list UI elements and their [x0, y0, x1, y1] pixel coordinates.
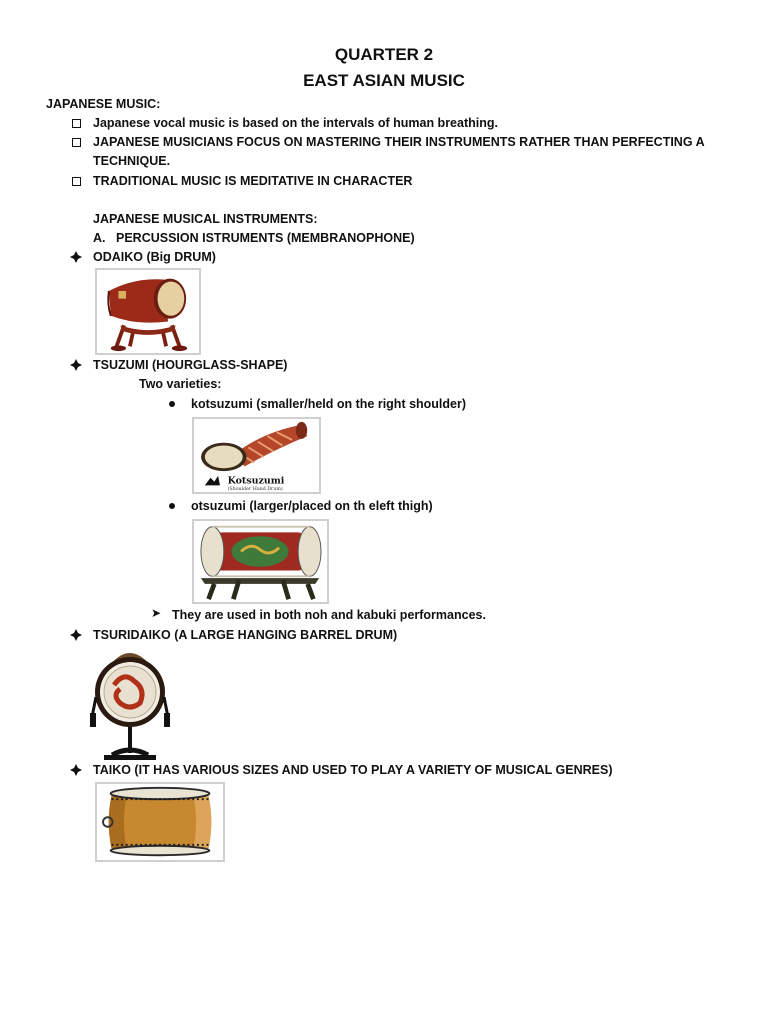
kotsuzumi-image-subcaption: (Shoulder Hand Drum): [227, 487, 283, 492]
category-label: PERCUSSION ISTRUMENTS (MEMBRANOPHONE): [116, 231, 415, 245]
tsuridaiko-label: TSURIDAIKO (A LARGE HANGING BARREL DRUM): [93, 628, 398, 642]
otsuzumi-drum-illustration: [194, 521, 327, 602]
usage-note: They are used in both noh and kabuki performances.: [172, 608, 486, 622]
kotsuzumi-image: [192, 417, 321, 494]
category-marker: A.: [93, 231, 106, 245]
diamond-bullet-icon: [70, 251, 82, 263]
tsuridaiko-drum-illustration: [90, 645, 170, 762]
kotsuzumi-drum-illustration: [194, 419, 319, 492]
odaiko-drum-illustration: [97, 270, 199, 353]
taiko-image: [95, 782, 225, 862]
checkbox-icon: [72, 177, 81, 186]
tsuzumi-label: TSUZUMI (HOURGLASS-SHAPE): [93, 358, 288, 372]
page-title-subject: EAST ASIAN MUSIC: [303, 71, 465, 90]
instruments-heading: JAPANESE MUSICAL INSTRUMENTS:: [93, 212, 318, 226]
diamond-bullet-icon: [70, 359, 82, 371]
diamond-bullet-icon: [70, 764, 82, 776]
otsuzumi-image: [192, 519, 329, 604]
checklist-item-2-continued: TECHNIQUE.: [93, 154, 171, 168]
section-label: JAPANESE MUSIC:: [46, 97, 161, 111]
arrow-bullet-icon: ➤: [151, 606, 162, 620]
page-title-quarter: QUARTER 2: [334, 45, 434, 64]
round-bullet-icon: [169, 401, 175, 407]
checklist-item-2: JAPANESE MUSICIANS FOCUS ON MASTERING THEIR INSTRUMENTS RATHER THAN PERFECTING A: [93, 135, 705, 149]
checkbox-icon: [72, 138, 81, 147]
odaiko-image: [95, 268, 201, 355]
taiko-label: TAIKO (IT HAS VARIOUS SIZES AND USED TO PLAY A VARIETY OF MUSICAL GENRES): [93, 763, 613, 777]
checkbox-icon: [72, 119, 81, 128]
checklist-item-3: TRADITIONAL MUSIC IS MEDITATIVE IN CHARACTER: [93, 174, 413, 188]
otsuzumi-label: otsuzumi (larger/placed on th eleft thigh): [191, 499, 433, 513]
taiko-drum-illustration: [97, 784, 223, 860]
round-bullet-icon: [169, 503, 175, 509]
kotsuzumi-image-caption: Kotsuzumi: [227, 475, 285, 487]
checklist-item-1: Japanese vocal music is based on the intervals of human breathing.: [93, 116, 498, 130]
odaiko-label: ODAIKO (Big DRUM): [93, 250, 216, 264]
two-varieties-label: Two varieties:: [139, 377, 222, 391]
kotsuzumi-label: kotsuzumi (smaller/held on the right shoulder): [191, 397, 467, 411]
tsuridaiko-image: [90, 645, 170, 762]
diamond-bullet-icon: [70, 629, 82, 641]
